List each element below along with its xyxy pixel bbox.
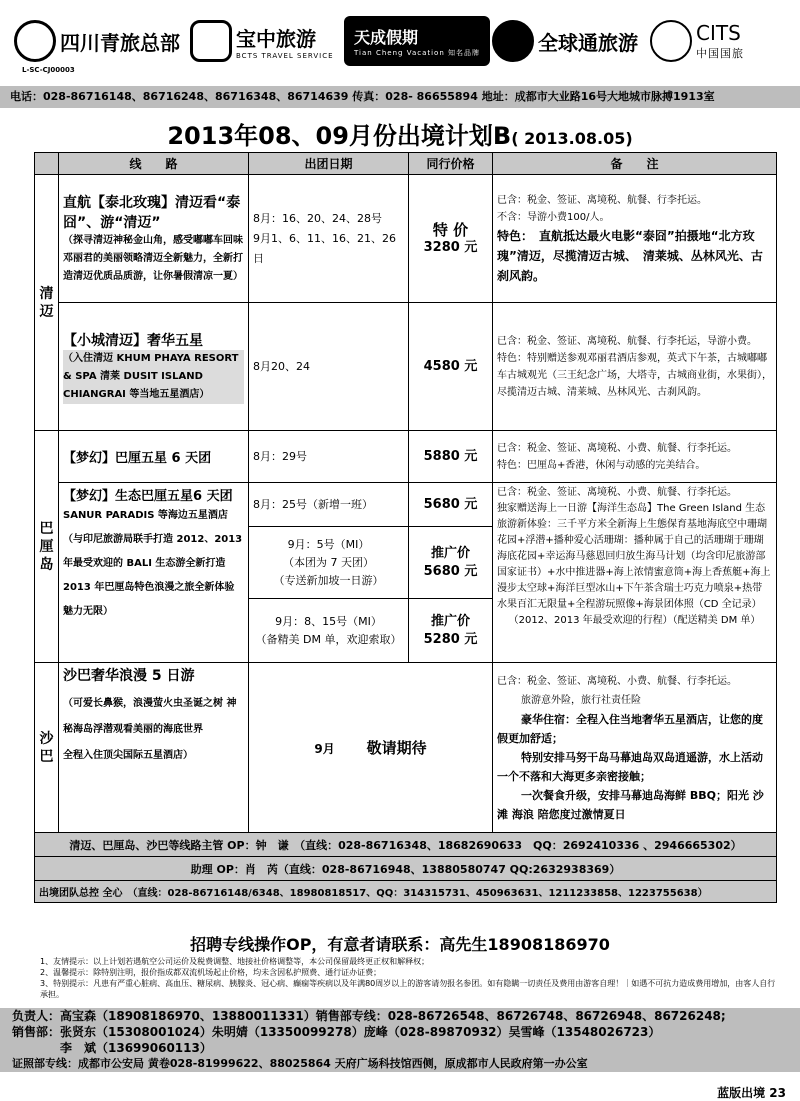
tour-plan-table <box>34 152 777 903</box>
route-title-cell: 直航【泰北玫瑰】清迈看“泰囧”、游“清迈” （探寻清迈神秘金山角，感受嘟嘟车回味邓丽君的美丽领略清迈全新魅力，全新打造清迈优质品质游，让你暑假清凉一夏） <box>59 175 249 303</box>
route-notes: 已含：税金、签证、离境税、航餐、行李托运。 不含：导游小费100/人。 特色： 直航抵达最火电影“泰囧”拍摄地“北方玫瑰”清迈，尽揽清迈古城、 清莱城、丛林风光、古刹风韵。 <box>493 175 777 303</box>
header-date: 出团日期 <box>249 153 409 175</box>
table-row <box>35 483 777 527</box>
route-notes: 已含：税金、签证、离境税、小费、航餐、行李托运。 旅游意外险，旅行社责任险 豪华住宿：全程入住当地奢华五星酒店，让您的度假更加舒适； 特别安排马努干岛马幕迪岛双岛逍遥游，水上活动一个不落和大海更多亲密接触； 一次餐食升级，安排马幕迪岛海鲜 BBQ；阳光 沙滩 海浪 陪您度过激情夏日 <box>493 663 777 833</box>
header-blank <box>35 153 59 175</box>
route-title-cell: 沙巴奢华浪漫 5 日游 （可爱长鼻猴，浪漫萤火虫圣诞之树 神秘海岛浮潜观看美丽的海底世界 全程入住顶尖国际五星酒店） <box>59 663 249 833</box>
route-title-cell: 【梦幻】生态巴厘五星6 天团 SANUR PARADIS 等海边五星酒店（与印尼旅游局联手打造 2012、2013 年最受欢迎的 BALI 生态游全新打造 2013 年巴厘岛特色浪漫之旅全新体验 魅力无限） <box>59 483 249 663</box>
logo-sichuan-qinglv: 四川青旅总部 <box>14 12 180 70</box>
region-sabah: 沙巴 <box>35 663 59 833</box>
license-number: L-SC-CJ00003 <box>22 66 75 74</box>
route-notes: 已含：税金、签证、离境税、航餐、行李托运，导游小费。 特色：特别赠送参观邓丽君酒店参观，英式下午茶，古城嘟嘟车古城观光（三王纪念广场，大塔寺，古城商业街，水果街），尽揽清迈古城、清莱城、丛林风光、古刹风韵。 <box>493 303 777 431</box>
staff-line-2: 销售部：张贤东（15308001024）朱明婧（13350099278）庞峰（028-89870932）吴雪峰（13548026723） <box>12 1025 661 1039</box>
globe-icon <box>14 20 56 62</box>
route-price: 4580 元 <box>409 303 493 431</box>
logo-baozhong: 宝中旅游 BCTS TRAVEL SERVICE <box>190 12 334 70</box>
route-dates: 9月：8、15号（MI） （备精美 DM 单，欢迎索取） <box>249 599 409 663</box>
table-row <box>35 431 777 483</box>
route-dates: 8月：25号（新增一班） <box>249 483 409 527</box>
route-price: 推广价 5680 元 <box>409 527 493 599</box>
page-title: 2013年08、09月份出境计划B( 2013.08.05) <box>167 122 633 150</box>
route-dates: 9月 敬请期待 <box>249 663 493 833</box>
op-assist-contact: 助理 OP：肖 芮（直线：028-86716948、13880580747 QQ:2632938369） <box>35 857 777 881</box>
contact-bar: 电话：028-86716148、86716248、86716348、86714639 传真：028- 86655894 地址：成都市大业路16号大地城市脉搏1913室 <box>0 86 800 108</box>
table-row <box>35 833 777 857</box>
logo-cits: CITS 中国国旅 <box>650 12 744 70</box>
header-price: 同行价格 <box>409 153 493 175</box>
staff-line-4: 证照部专线：成都市公安局 黄卷028-81999622、88025864 天府广场科技馆西侧，原成都市人民政府第一办公室 <box>12 1057 588 1070</box>
logo-quanqiutong: 全球通旅游 <box>492 12 638 70</box>
route-price: 特 价 3280 元 <box>409 175 493 303</box>
cits-emblem-icon <box>650 20 692 62</box>
op-main-contact: 清迈、巴厘岛、沙巴等线路主管 OP：钟 谦 （直线：028-86716348、18682690633 QQ：2692410336 、2946665302） <box>35 833 777 857</box>
route-dates: 8月：16、20、24、28号 9月1、6、11、16、21、26日 <box>249 175 409 303</box>
recruit-line: 招聘专线操作OP，有意者请联系：高先生18908186970 <box>190 935 610 954</box>
staff-line-3: 李 斌（13699060113） <box>12 1041 212 1055</box>
table-row <box>35 175 777 303</box>
table-header-row <box>35 153 777 175</box>
route-dates: 8月20、24 <box>249 303 409 431</box>
route-notes: 已含：税金、签证、离境税、小费、航餐、行李托运。 特色：巴厘岛+香港，休闲与动感的完美结合。 <box>493 431 777 483</box>
table-row <box>35 857 777 881</box>
route-price: 推广价 5280 元 <box>409 599 493 663</box>
route-price: 5880 元 <box>409 431 493 483</box>
header-notes: 备 注 <box>493 153 777 175</box>
tip-1: 1、友情提示：以上计划若遇航空公司运价及税费调整、地接社价格调整等，本公司保留最终更正权和解释权； <box>40 957 430 966</box>
table-row <box>35 663 777 833</box>
route-title-cell: 【梦幻】巴厘五星 6 天团 <box>59 431 249 483</box>
region-bali: 巴厘岛 <box>35 431 59 663</box>
region-chiangmai: 清迈 <box>35 175 59 431</box>
tip-2: 2、温馨提示：除特别注明，报价指成都双流机场起止价格，均未含因私护照费、通行证办证费； <box>40 968 382 977</box>
staff-line-1: 负责人：高宝森（18908186970、13880011331）销售部专线：028-86726548、86726748、86726948、86726248; <box>12 1009 726 1023</box>
page-number: 蓝版出境 23 <box>717 1086 786 1100</box>
route-dates: 9月：5号（MI） （本团为 7 天团） （专送新加坡一日游） <box>249 527 409 599</box>
route-notes: 已含：税金、签证、离境税、小费、航餐、行李托运。 独家赠送海上一日游【海洋生态岛】The Green Island 生态旅游新体验：三千平方米全新海上生態保育基地海底空中珊瑚花园+浮潜+播种爱心活珊瑚：播种属于自己的活珊瑚于珊瑚海底花园+幸运海马慈恩回归放生海马计划（均含印尼旅游部国家证书）+水中推进器+海上浓情蜜意筒+海上香蕉艇+海上漫步太空球+海洋巨型冰山+下午茶含瑞士巧克力喷泉+热带水果百汇无限量+全程游玩照像+海景团体照（CD 全记录） （2012、2013 年最受欢迎的行程）（配送精美 DM 单） <box>493 483 777 663</box>
header-logos <box>0 0 800 86</box>
header-route: 线 路 <box>59 153 249 175</box>
logo-tiancheng: 天成假期 Tian Cheng Vacation 知名品牌 <box>344 16 490 66</box>
route-price: 5680 元 <box>409 483 493 527</box>
bao-icon <box>190 20 232 62</box>
table-row <box>35 303 777 431</box>
table-row <box>35 881 777 903</box>
supervisor-contact: 出境团队总控 全心 （直线：028-86716148/6348、18980818517、QQ：314315731、450963631、1211233858、1223755638） <box>35 881 777 903</box>
route-dates: 8月：29号 <box>249 431 409 483</box>
tip-3: 3、特别提示：凡患有严重心脏病、高血压、糖尿病、胰腺炎、冠心病、癫痫等疾病以及年满80周岁以上的游客请勿报名参团。如有隐瞒一切责任及费用由游客自理！｜如遇不可抗力造成费用增加，由客人自行承担。 <box>40 979 776 999</box>
tips-block <box>40 956 780 1000</box>
route-title-cell: 【小城清迈】奢华五星 （入住清迈 KHUM PHAYA RESORT & SPA 清莱 DUSIT ISLAND CHIANGRAI 等当地五星酒店） <box>59 303 249 431</box>
plane-icon <box>492 20 534 62</box>
staff-contacts <box>0 1008 800 1072</box>
